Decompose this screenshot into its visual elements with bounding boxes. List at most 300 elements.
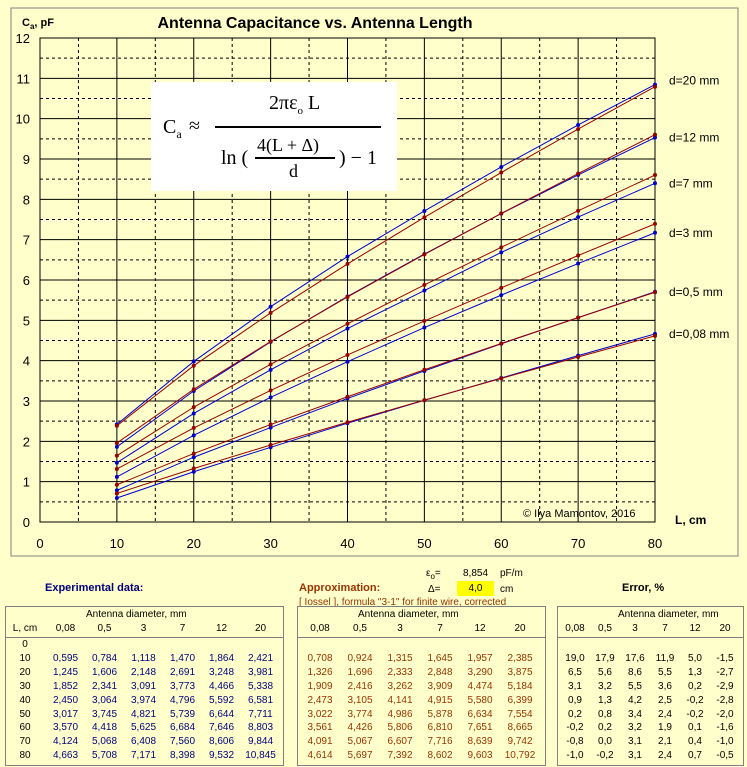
table-cell: 5,625 [130,722,157,734]
l-value-cell: 30 [19,680,31,692]
approximation-point [499,245,503,249]
antenna-diameter-header: Antenna diameter, mm [86,609,187,620]
data-panel [0,562,747,767]
x-tick-label: 60 [494,536,509,551]
table-cell: -1,5 [716,652,734,664]
x-tick-label: 0 [36,536,44,551]
approximation-point [422,252,426,256]
approximation-point [115,491,119,495]
table-cell: 3,561 [307,722,333,734]
table-cell: 4,124 [52,736,79,748]
diameter-header-cell: 7 [179,623,186,634]
series-label: d=3 mm [669,225,713,240]
table-cell: 7,651 [467,722,493,734]
formula-num-sub: o [297,105,303,117]
table-cell: 7,171 [130,750,157,762]
approximation-point [269,311,273,315]
y-tick-label: 4 [22,353,30,369]
table-cell: 6,408 [130,736,157,748]
table-cell: -1,6 [716,722,734,734]
table-cell: 3,981 [247,666,274,678]
delta-label: Δ= [428,584,441,595]
approximation-point [576,316,580,320]
table-cell: 7,560 [169,736,196,748]
formula-den-ln: ln ( [221,147,249,169]
table-cell: 4,2 [628,694,642,706]
formula-box [151,82,397,191]
error-table [557,606,744,766]
l-value-cell: 50 [19,708,31,720]
approximation-table [297,606,546,766]
approximation-point [422,398,426,402]
approximation-point [499,211,503,215]
approximation-point [192,426,196,430]
approximation-point [115,483,119,487]
table-cell: 0,7 [688,750,702,762]
table-cell: 1,864 [208,652,235,664]
formula-num-tail: L [303,92,321,114]
table-cell: 10,845 [245,750,276,762]
y-tick-label: 1 [22,474,30,490]
experimental-point [653,231,657,235]
approximation-point [576,209,580,213]
table-cell: 2,848 [427,666,453,678]
table-cell: 5,184 [507,680,533,692]
table-cell: 17,9 [595,652,615,664]
table-cell: 0,2 [568,708,582,720]
table-cell: 1,9 [658,722,672,734]
table-cell: 8,602 [427,750,453,762]
delta-input[interactable] [457,581,494,596]
table-cell: 2,4 [658,708,672,720]
y-tick-label: 11 [16,71,30,87]
table-cell: 1,909 [307,680,333,692]
y-tick-label: 6 [22,273,30,288]
diameter-header-cell: 0,5 [97,623,112,634]
x-tick-label: 20 [186,536,201,551]
approximation-point [115,424,119,428]
table-cell: -0,2 [686,708,704,720]
eps-eq: = [434,568,441,579]
approximation-point [499,286,503,290]
table-cell: 0,708 [307,652,333,664]
table-cell: 9,603 [467,750,493,762]
table-cell: 8,606 [208,736,235,748]
diameter-header-cell: 3 [397,623,403,634]
experimental-point [653,181,657,185]
table-cell: 4,986 [387,708,413,720]
table-cell: 8,639 [467,736,493,748]
diameter-header-cell: 3 [632,623,638,634]
l-column-header: L, cm [12,623,38,634]
table-cell: -2,9 [716,680,734,692]
table-cell: 3,774 [347,708,373,720]
table-cell: 4,614 [307,750,333,762]
table-cell: 4,796 [169,694,196,706]
experimental-point [115,475,119,479]
table-cell: 1,3 [688,666,702,678]
experimental-point [499,293,503,297]
experimental-point [115,461,119,465]
y-tick-label: 10 [15,111,30,127]
table-cell: 8,665 [507,722,533,734]
table-cell: 3,745 [91,708,118,720]
table-cell: 0,4 [688,736,702,748]
table-cell: 3,022 [307,708,333,720]
formula-den-tail: ) − 1 [339,147,377,169]
approximation-point [269,423,273,427]
formula-num-main: 2πε [269,92,298,114]
approximation-point [269,443,273,447]
series-label: d=12 mm [669,130,720,145]
antenna-diameter-header: Antenna diameter, mm [358,609,459,620]
series-label: d=0,5 mm [669,284,723,299]
approximation-point [499,376,503,380]
header-divider [6,637,283,638]
table-cell: 7,646 [208,722,235,734]
table-cell: 2,4 [658,750,672,762]
table-cell: 3,6 [658,680,672,692]
approximation-point [499,171,503,175]
diameter-header-cell: 12 [474,623,486,634]
diameter-header-cell: 0,08 [565,623,585,634]
table-cell: 4,474 [467,680,493,692]
table-cell: 5,806 [387,722,413,734]
experimental-point [269,368,273,372]
table-cell: 7,392 [387,750,413,762]
table-cell: 6,399 [507,694,533,706]
table-cell: 8,803 [247,722,274,734]
table-cell: 1,606 [91,666,118,678]
x-tick-label: 80 [647,536,663,551]
table-cell: 3,1 [628,736,642,748]
diameter-header-cell: 12 [689,623,701,634]
eps-symbol: ε [426,568,431,579]
table-cell: 0,8 [598,708,612,720]
table-cell: -0,8 [566,736,584,748]
table-cell: 8,6 [628,666,642,678]
experimental-point [346,255,350,259]
approximation-point [192,364,196,368]
experimental-point [422,289,426,293]
table-cell: 1,470 [169,652,196,664]
copyright-text: © Ilya Mamontov, 2016 [523,508,636,520]
x-tick-label: 50 [417,536,432,551]
table-cell: 2,341 [91,680,118,692]
approximation-point [269,340,273,344]
table-cell: -2,7 [716,666,734,678]
experimental-point [115,445,119,449]
table-cell: 0,595 [52,652,79,664]
approximation-point [115,454,119,458]
table-cell: 5,739 [169,708,196,720]
table-cell: 5,0 [688,652,702,664]
diameter-header-cell: 20 [719,623,731,634]
l-value-cell: 20 [19,666,31,678]
table-cell: 3,773 [169,680,196,692]
table-cell: 4,418 [91,722,118,734]
table-cell: 6,810 [427,722,453,734]
table-cell: -0,2 [566,722,584,734]
l-value-cell: 80 [19,750,31,762]
table-cell: 5,068 [91,736,118,748]
table-cell: 3,974 [130,694,157,706]
table-cell: 2,5 [658,694,672,706]
y-tick-label: 7 [22,232,30,248]
table-cell: 0,784 [91,652,118,664]
table-cell: 4,466 [208,680,235,692]
delta-unit: cm [500,584,514,595]
table-cell: 5,697 [347,750,373,762]
approximation-title: Approximation: [299,582,381,594]
table-cell: 4,091 [307,736,333,748]
experimental-point [115,496,119,500]
table-cell: 3,017 [52,708,79,720]
table-cell: 0,0 [598,736,612,748]
formula-inner-fraction-bar [255,157,335,159]
table-cell: 8,398 [169,750,196,762]
table-cell: 0,1 [688,722,702,734]
table-cell: 3,875 [507,666,533,678]
table-cell: -0,2 [596,750,614,762]
reference-note: [ Iossel ], formula "3-1" for finite wire, corrected [299,597,507,608]
diameter-header-cell: 20 [254,623,267,634]
table-cell: 9,844 [247,736,274,748]
table-cell: 9,532 [208,750,235,762]
experimental-point [192,411,196,415]
table-cell: 3,909 [427,680,453,692]
table-cell: 6,644 [208,708,235,720]
experimental-point [346,360,350,364]
y-tick-label: 3 [22,394,30,409]
approximation-point [576,172,580,176]
approximation-point [115,441,119,445]
experimental-point [269,395,273,399]
y-tick-label: 5 [22,313,30,329]
l-value-cell: 0 [22,639,28,650]
chart-title: Antenna Capacitance vs. Antenna Length [157,15,473,32]
formula-lhs-sub: a [176,127,182,141]
approximation-point [576,127,580,131]
approximation-point [653,85,657,89]
approximation-point [346,353,350,357]
delta-value: 4,0 [468,583,483,594]
x-tick-label: 10 [109,536,125,551]
table-cell: 1,645 [427,652,453,664]
header-divider [298,637,545,638]
diameter-header-cell: 0,5 [353,623,367,634]
experimental-title: Experimental data: [45,582,144,594]
approximation-point [653,334,657,338]
formula-den-frac-num: 4(L + Δ) [257,135,320,155]
table-cell: 3,2 [628,722,642,734]
approximation-point [422,368,426,372]
table-cell: 17,6 [625,652,645,664]
table-cell: 5,5 [658,666,672,678]
experimental-point [576,215,580,219]
table-cell: 0,2 [598,722,612,734]
table-cell: 4,426 [347,722,373,734]
x-tick-label: 70 [570,536,586,551]
table-cell: 2,691 [169,666,196,678]
table-cell: 3,1 [628,750,642,762]
table-cell: 1,696 [347,666,373,678]
table-cell: -0,2 [686,694,704,706]
experimental-point [576,262,580,266]
table-cell: 3,570 [52,722,79,734]
x-axis-label: L, cm [675,513,707,527]
table-cell: 3,1 [568,680,582,692]
table-cell: 1,118 [131,652,156,664]
y-tick-label: 2 [22,434,30,450]
table-cell: 6,5 [568,666,582,678]
y-tick-label: 12 [15,31,30,46]
table-cell: 0,2 [688,680,702,692]
table-cell: 4,821 [130,708,157,720]
l-value-cell: 40 [19,694,31,706]
diameter-header-cell: 0,08 [310,623,330,634]
table-cell: 7,716 [427,736,453,748]
table-cell: 5,580 [467,694,493,706]
table-cell: 2,473 [307,694,333,706]
table-cell: -0,5 [716,750,734,762]
eps-label [426,568,441,581]
table-cell: 5,878 [427,708,453,720]
table-cell: 3,105 [347,694,373,706]
diameter-header-cell: 0,08 [55,623,76,634]
table-cell: 2,333 [387,666,413,678]
table-cell: 4,141 [387,694,413,706]
table-cell: -2,0 [716,708,734,720]
diameter-header-cell: 0,5 [598,623,612,634]
approximation-point [576,254,580,258]
experimental-point [499,165,503,169]
approximation-point [346,322,350,326]
approximation-point [422,283,426,287]
error-title: Error, % [622,582,665,594]
diameter-header-cell: 7 [662,623,668,634]
table-cell: 5,6 [598,666,612,678]
table-cell: 6,581 [247,694,274,706]
table-cell: 2,148 [130,666,157,678]
table-cell: 1,245 [52,666,79,678]
formula-approx: ≈ [189,115,200,137]
diameter-header-cell: 7 [437,623,443,634]
eps-sub: o [430,572,435,581]
experimental-point [422,326,426,330]
table-cell: 1,957 [467,652,493,664]
table-cell: 1,315 [387,652,413,664]
y-tick-label: 9 [22,152,30,167]
l-value-cell: 10 [19,652,31,664]
approximation-point [192,405,196,409]
formula-den-frac-den: d [289,161,298,181]
formula-lhs [163,116,182,142]
experimental-point [192,433,196,437]
table-cell: 7,554 [507,708,533,720]
approximation-point [346,395,350,399]
approximation-point [269,388,273,392]
table-cell: 4,915 [427,694,453,706]
table-cell: 0,924 [347,652,373,664]
table-cell: -1,0 [716,736,734,748]
table-cell: 2,385 [507,652,533,664]
table-cell: 7,711 [248,708,273,720]
header-divider [558,637,743,638]
approximation-point [653,222,657,226]
table-cell: 6,634 [467,708,493,720]
diameter-header-cell: 3 [140,623,147,634]
antenna-diameter-header: Antenna diameter, mm [618,609,719,620]
x-tick-label: 40 [340,536,355,551]
table-cell: 3,091 [130,680,157,692]
diameter-header-cell: 20 [514,623,526,634]
approximation-point [499,341,503,345]
eps-value: 8,854 [463,568,489,579]
table-cell: 2,1 [658,736,672,748]
experimental-point [422,209,426,213]
table-cell: 1,852 [52,680,79,692]
approximation-point [192,452,196,456]
y-tick-label: 0 [22,515,30,530]
table-cell: 2,450 [52,694,79,706]
table-cell: 3,2 [598,680,612,692]
formula-lhs-symbol: C [163,116,177,138]
experimental-point [346,327,350,331]
approximation-point [653,173,657,177]
table-cell: 6,684 [169,722,196,734]
approximation-point [653,133,657,137]
y-axis-label: $C_a$, pF [22,17,54,31]
experimental-point [269,305,273,309]
table-cell: 2,416 [347,680,373,692]
table-cell: 5,592 [208,694,235,706]
table-cell: 9,742 [507,736,533,748]
l-value-cell: 70 [19,736,31,748]
series-label: d=20 mm [669,73,720,88]
formula-main-fraction-bar [215,126,381,128]
table-cell: 5,5 [628,680,642,692]
table-cell: 3,064 [91,694,118,706]
approximation-point [576,355,580,359]
eps-unit: pF/m [500,568,523,579]
table-cell: 6,607 [387,736,413,748]
table-cell: 19,0 [565,652,585,664]
table-cell: 5,338 [247,680,274,692]
table-cell: 1,326 [307,666,333,678]
x-tick-label: 30 [263,536,278,551]
table-cell: 3,262 [387,680,413,692]
table-cell: 0,9 [568,694,582,706]
table-cell: 4,663 [52,750,79,762]
table-cell: 3,290 [467,666,493,678]
table-cell: 1,3 [598,694,612,706]
table-cell: 5,067 [347,736,373,748]
formula-numerator [269,92,320,117]
table-cell: -2,8 [716,694,734,706]
series-label: d=7 mm [669,176,713,191]
l-value-cell: 60 [19,722,31,734]
experimental-table [5,606,284,766]
approximation-point [346,262,350,266]
table-cell: 3,248 [208,666,235,678]
approximation-point [346,420,350,424]
experimental-point [576,123,580,127]
diameter-header-cell: 12 [215,623,228,634]
experimental-point [499,250,503,254]
approximation-point [192,387,196,391]
table-cell: 3,4 [628,708,642,720]
